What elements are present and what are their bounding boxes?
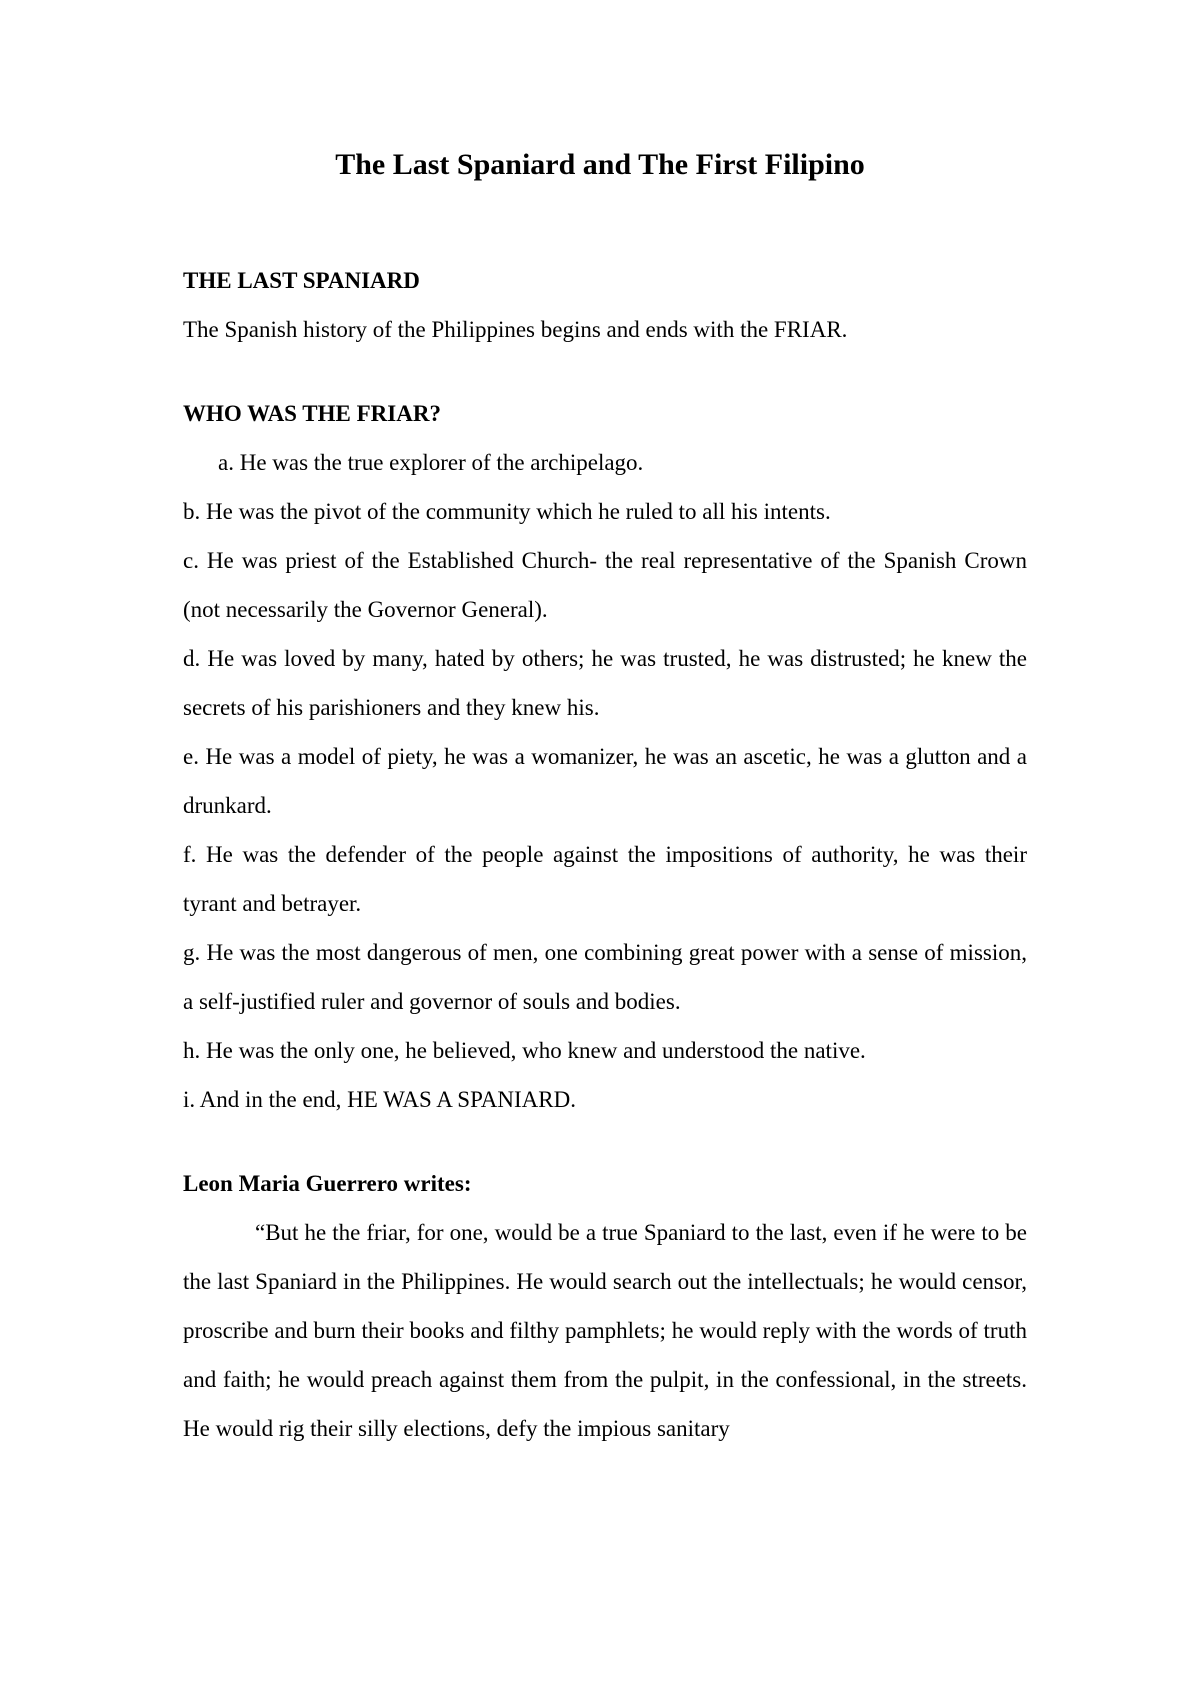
document-title: The Last Spaniard and The First Filipino: [335, 148, 865, 181]
list-item: h. He was the only one, he believed, who knew and understood the native.: [183, 1038, 866, 1063]
list-item: b. He was the pivot of the community which he ruled to all his intents.: [183, 499, 831, 524]
list-item: i. And in the end, HE WAS A SPANIARD.: [183, 1087, 576, 1112]
document-body: [183, 256, 1027, 1453]
list-item: e. He was a model of piety, he was a womanizer, he was an ascetic, he was a glutton and a drunkard.: [183, 744, 1027, 818]
section-heading-guerrero: Leon Maria Guerrero writes:: [183, 1171, 472, 1196]
spacer: [183, 354, 1027, 389]
section-text-last-spaniard: The Spanish history of the Philippines begins and ends with the FRIAR.: [183, 317, 848, 342]
list-item: f. He was the defender of the people against the impositions of authority, he was their tyrant and betrayer.: [183, 842, 1027, 916]
section-heading-last-spaniard: THE LAST SPANIARD: [183, 268, 420, 293]
section-heading-who-was-friar: WHO WAS THE FRIAR?: [183, 401, 441, 426]
list-item: d. He was loved by many, hated by others; he was trusted, he was distrusted; he knew the secrets of his parishioners and they knew his.: [183, 646, 1027, 720]
quote-paragraph: “But he the friar, for one, would be a true Spaniard to the last, even if he were to be the last Spaniard in the Philippines. He would search out the intellectuals; he would censor, proscribe and burn their books and filthy pamphlets; he would reply with the words of truth and faith; he would preach against them from the pulpit, in the confessional, in the streets. He would rig their silly elections, defy the impious sanitary: [183, 1220, 1027, 1441]
list-item: a. He was the true explorer of the archipelago.: [218, 450, 644, 475]
list-item: g. He was the most dangerous of men, one combining great power with a sense of mission, a self-justified ruler and governor of souls and bodies.: [183, 940, 1027, 1014]
list-item: c. He was priest of the Established Church- the real representative of the Spanish Crown (not necessarily the Governor General).: [183, 548, 1027, 622]
spacer: [183, 1124, 1027, 1159]
